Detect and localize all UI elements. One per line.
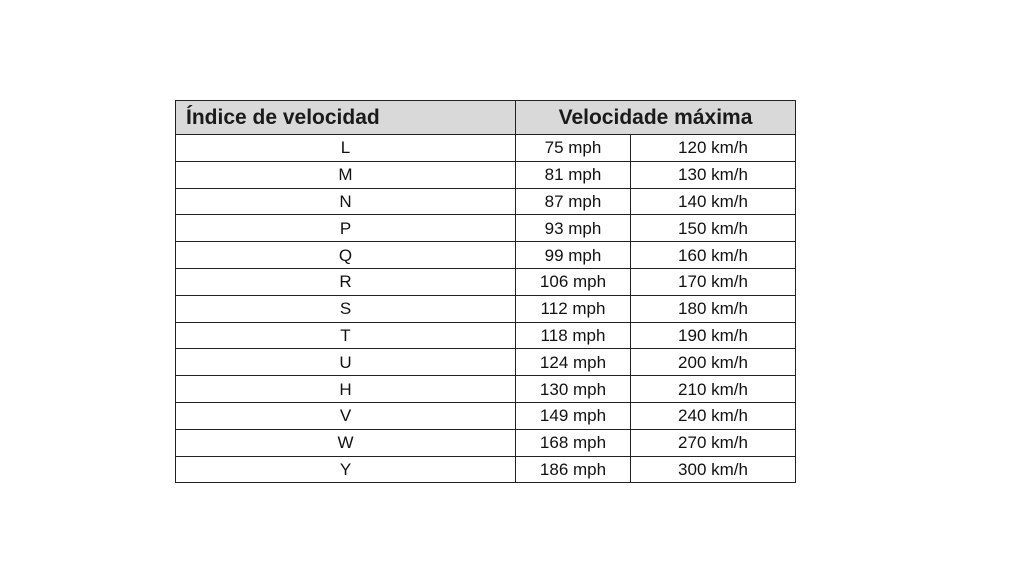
cell-mph: 130 mph bbox=[516, 376, 631, 403]
cell-mph: 87 mph bbox=[516, 188, 631, 215]
cell-kmh: 140 km/h bbox=[631, 188, 796, 215]
table-row bbox=[176, 161, 796, 188]
speed-index-table-container bbox=[175, 100, 795, 483]
table-row bbox=[176, 268, 796, 295]
cell-index: S bbox=[176, 295, 516, 322]
table-header bbox=[176, 101, 796, 135]
cell-mph: 118 mph bbox=[516, 322, 631, 349]
cell-kmh: 300 km/h bbox=[631, 456, 796, 483]
cell-index: L bbox=[176, 135, 516, 162]
cell-index: P bbox=[176, 215, 516, 242]
cell-mph: 168 mph bbox=[516, 429, 631, 456]
table-row bbox=[176, 242, 796, 269]
cell-index: M bbox=[176, 161, 516, 188]
cell-index: T bbox=[176, 322, 516, 349]
header-max-speed: Velocidade máxima bbox=[516, 101, 796, 135]
cell-mph: 93 mph bbox=[516, 215, 631, 242]
cell-kmh: 130 km/h bbox=[631, 161, 796, 188]
cell-kmh: 200 km/h bbox=[631, 349, 796, 376]
table-row bbox=[176, 322, 796, 349]
table-row bbox=[176, 456, 796, 483]
cell-mph: 106 mph bbox=[516, 268, 631, 295]
cell-index: V bbox=[176, 402, 516, 429]
cell-kmh: 180 km/h bbox=[631, 295, 796, 322]
cell-kmh: 190 km/h bbox=[631, 322, 796, 349]
cell-mph: 112 mph bbox=[516, 295, 631, 322]
cell-index: N bbox=[176, 188, 516, 215]
cell-mph: 124 mph bbox=[516, 349, 631, 376]
cell-index: Q bbox=[176, 242, 516, 269]
table-row bbox=[176, 135, 796, 162]
cell-kmh: 120 km/h bbox=[631, 135, 796, 162]
header-speed-index: Índice de velocidad bbox=[176, 101, 516, 135]
cell-mph: 149 mph bbox=[516, 402, 631, 429]
table-row bbox=[176, 188, 796, 215]
table-row bbox=[176, 349, 796, 376]
table-row bbox=[176, 215, 796, 242]
table-row bbox=[176, 402, 796, 429]
cell-mph: 81 mph bbox=[516, 161, 631, 188]
cell-mph: 75 mph bbox=[516, 135, 631, 162]
cell-index: Y bbox=[176, 456, 516, 483]
cell-kmh: 170 km/h bbox=[631, 268, 796, 295]
cell-kmh: 270 km/h bbox=[631, 429, 796, 456]
cell-index: W bbox=[176, 429, 516, 456]
table-row bbox=[176, 429, 796, 456]
table-row bbox=[176, 295, 796, 322]
speed-index-table bbox=[175, 100, 796, 483]
table-body bbox=[176, 135, 796, 483]
table-row bbox=[176, 376, 796, 403]
cell-kmh: 210 km/h bbox=[631, 376, 796, 403]
cell-index: H bbox=[176, 376, 516, 403]
cell-kmh: 240 km/h bbox=[631, 402, 796, 429]
header-row bbox=[176, 101, 796, 135]
cell-index: U bbox=[176, 349, 516, 376]
cell-mph: 99 mph bbox=[516, 242, 631, 269]
cell-mph: 186 mph bbox=[516, 456, 631, 483]
cell-kmh: 150 km/h bbox=[631, 215, 796, 242]
cell-kmh: 160 km/h bbox=[631, 242, 796, 269]
cell-index: R bbox=[176, 268, 516, 295]
